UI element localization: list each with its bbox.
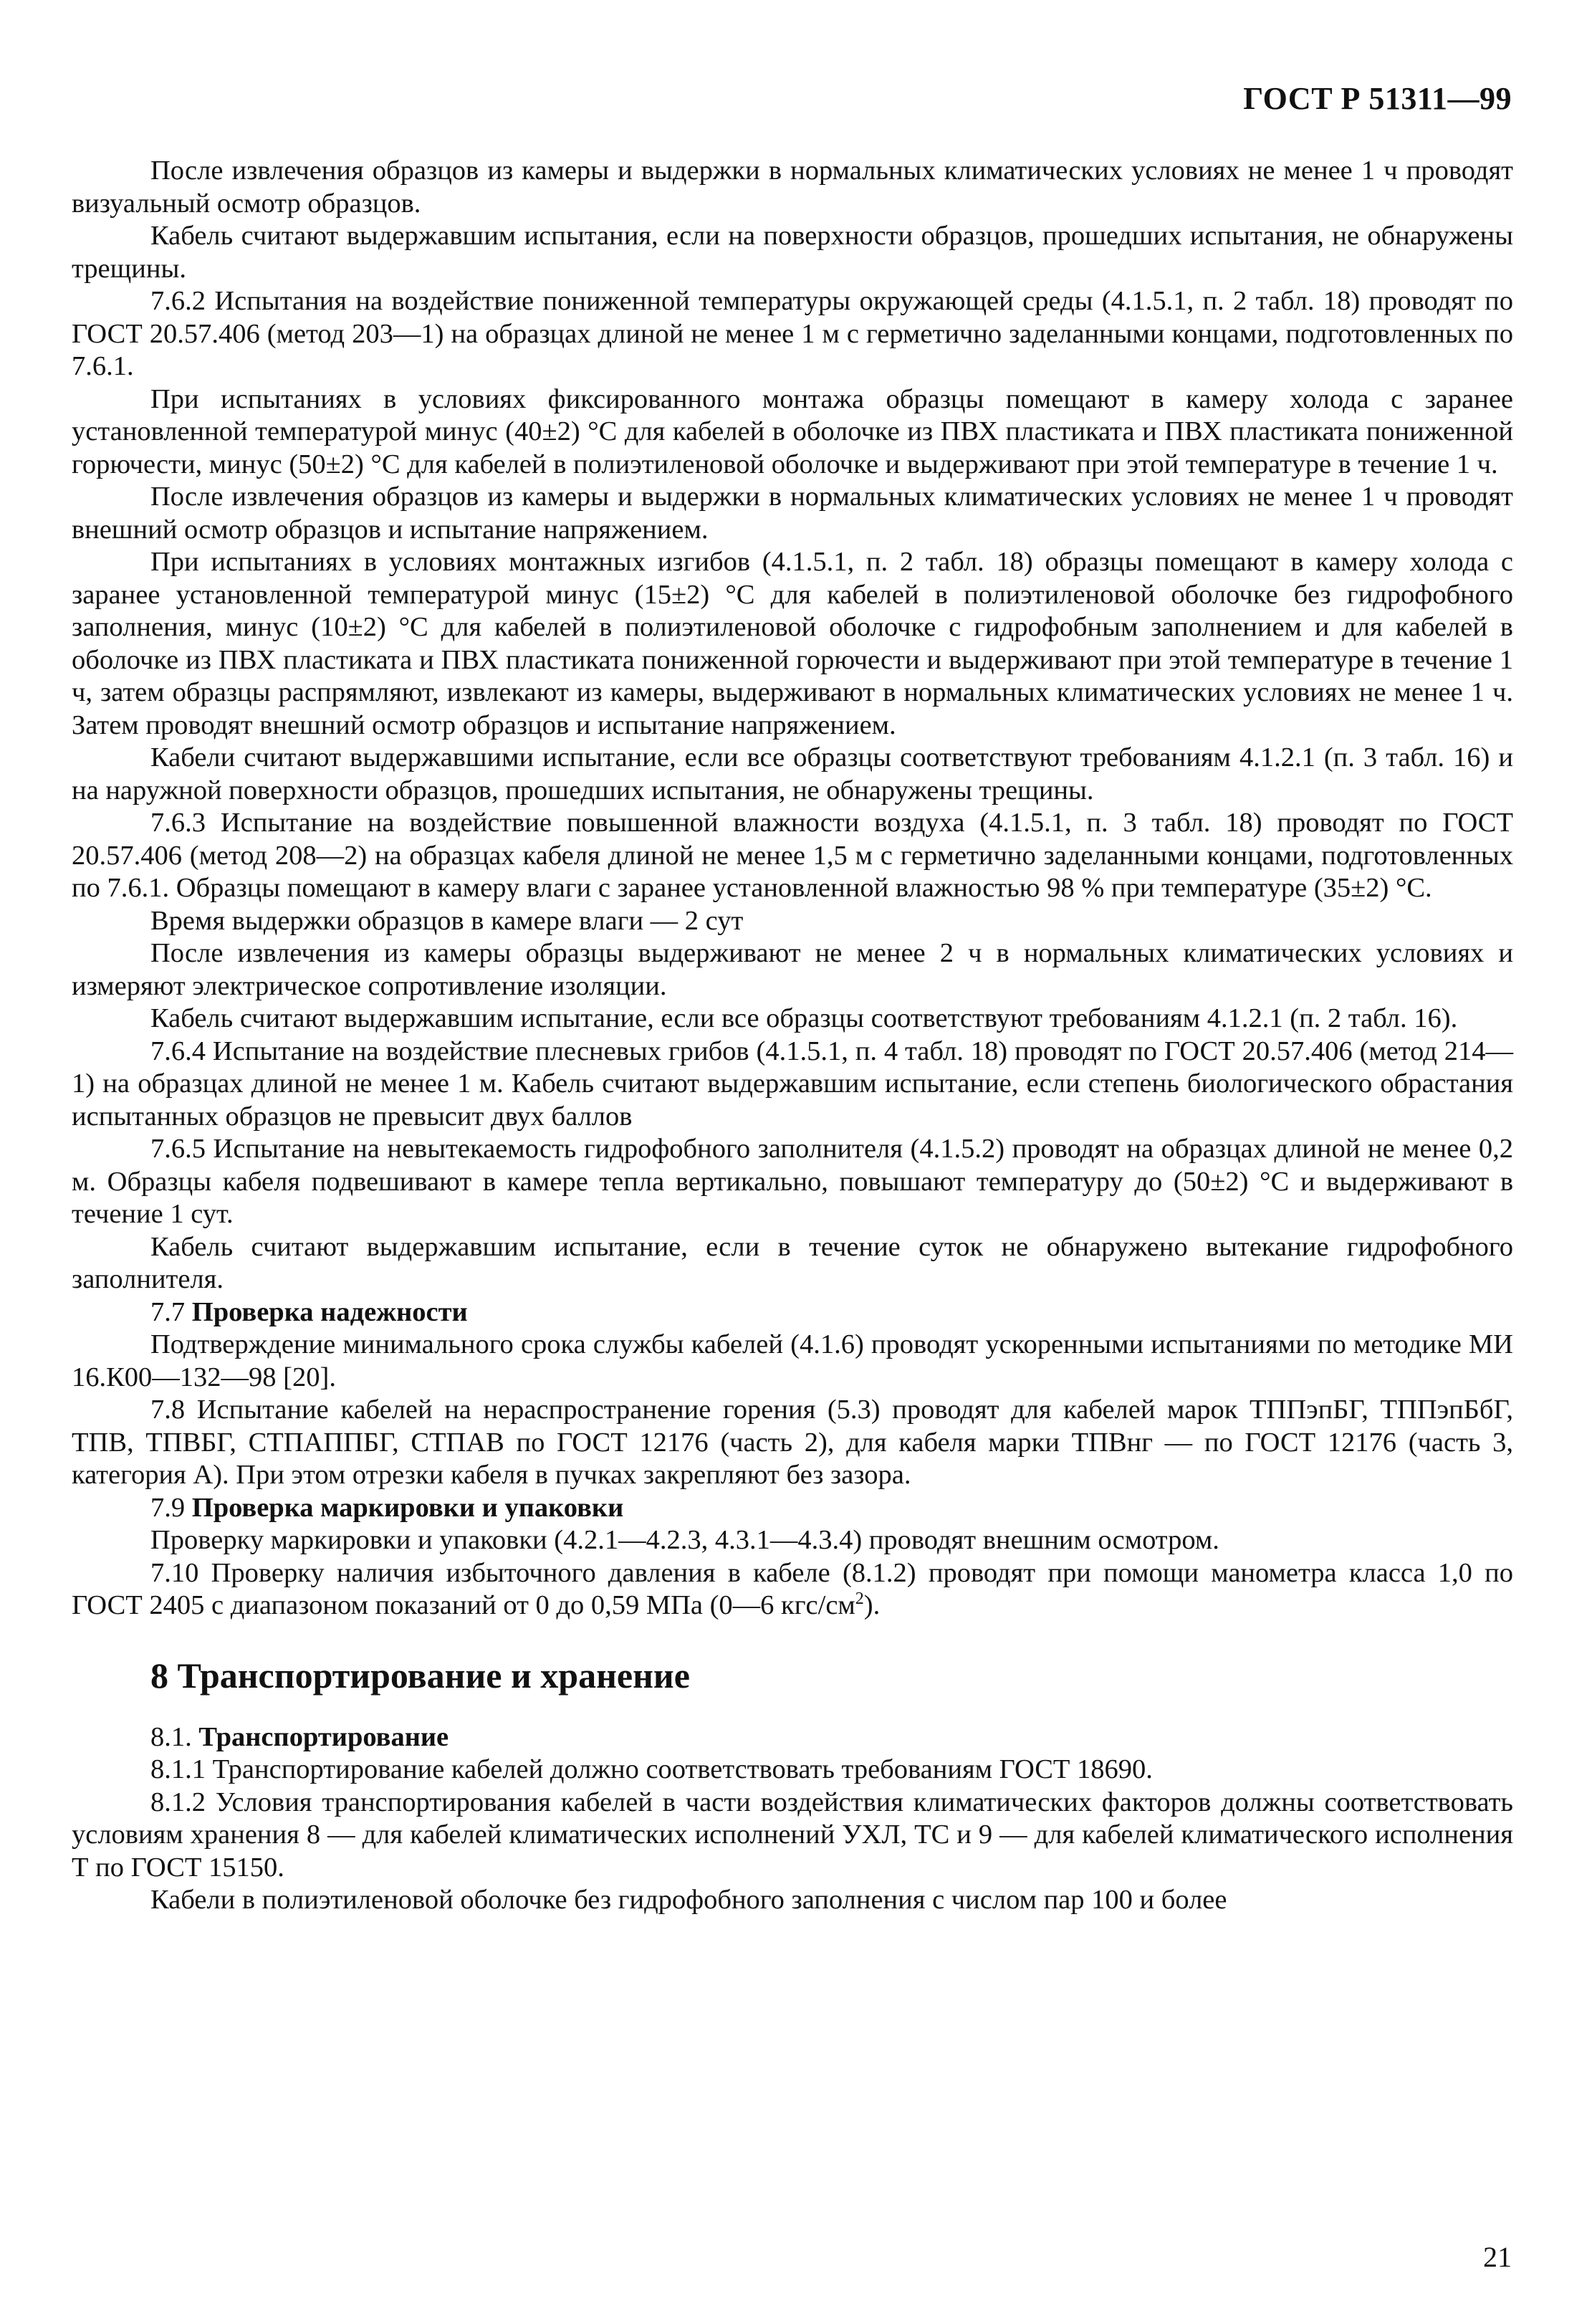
paragraph: При испытаниях в условиях фиксированного монтажа образцы помещают в камеру холода с заранее установленной температурой минус (40±2) °С для кабелей в оболочке из ПВХ пластиката и ПВХ пластиката пониженной горючести, минус (50±2) °С для кабелей в полиэтиленовой оболочке и выдерживают при этой температуре в течение 1 ч. (72, 383, 1513, 479)
paragraph: Подтверждение минимального срока службы кабелей (4.1.6) проводят ускоренными испытаниями по методике МИ 16.К00—132—98 [20]. (72, 1329, 1513, 1392)
paragraph (72, 1557, 1513, 1622)
superscript: 2 (855, 1589, 864, 1609)
paragraph: 7.6.5 Испытание на невытекаемость гидрофобного заполнителя (4.1.5.2) проводят на образцах длиной не менее 0,2 м. Образцы кабеля подвешивают в камере тепла вертикально, повышают температуру до (50±2) °С и выдерживают в течение 1 сут. (72, 1134, 1513, 1229)
paragraph: После извлечения образцов из камеры и выдержки в нормальных климатических условиях не менее 1 ч проводят визуальный осмотр образцов. (72, 156, 1513, 219)
paragraph: Кабель считают выдержавшим испытание, если в течение суток не обнаружено вытекание гидрофобного заполнителя. (72, 1231, 1513, 1294)
page-number: 21 (1483, 2241, 1512, 2273)
subsection-heading (72, 1721, 1513, 1754)
subsection-title: Проверка надежности (191, 1296, 468, 1327)
document-header: ГОСТ Р 51311—99 (1243, 81, 1512, 116)
paragraph-text: 7.10 Проверку наличия избыточного давления в кабеле (8.1.2) проводят при помощи манометра класса 1,0 по ГОСТ 2405 с диапазоном показаний от 0 до 0,59 МПа (0—6 кгс/см (72, 1557, 1513, 1620)
subsection-heading (72, 1492, 1513, 1525)
paragraph: Проверку маркировки и упаковки (4.2.1—4.2.3, 4.3.1—4.3.4) проводят внешним осмотром. (150, 1525, 1219, 1555)
paragraph: Кабели считают выдержавшими испытание, если все образцы соответствуют требованиям 4.1.2.1 (п. 3 табл. 16) и на наружной поверхности образцов, прошедших испытания, не обнаружены трещины. (72, 742, 1513, 805)
subsection-heading (72, 1296, 1513, 1329)
paragraph: 7.8 Испытание кабелей на нераспространение горения (5.3) проводят для кабелей марок ТППэпБГ, ТППэпБбГ, ТПВ, ТПВБГ, СТПАППБГ, СТПАВ по ГОСТ 12176 (часть 2), для кабеля марки ТПВнг — по ГОСТ 12176 (часть 3, категория А). При этом отрезки кабеля в пучках закрепляют без зазора. (72, 1395, 1513, 1490)
paragraph: При испытаниях в условиях монтажных изгибов (4.1.5.1, п. 2 табл. 18) образцы помещают в камеру холода с заранее установленной температурой минус (15±2) °С для кабелей в полиэтиленовой оболочке без гидрофобного заполнения, минус (10±2) °С для кабелей в полиэтиленовой оболочке с гидрофобным заполнением и для кабелей в оболочке из ПВХ пластиката и ПВХ пластиката пониженной горючести и выдерживают при этой температуре в течение 1 ч, затем образцы распрямляют, извлекают из камеры, выдерживают в нормальных климатических условиях не менее 1 ч. Затем проводят внешний осмотр образцов и испытание напряжением. (72, 547, 1513, 740)
paragraph: 7.6.3 Испытание на воздействие повышенной влажности воздуха (4.1.5.1, п. 3 табл. 18) проводят по ГОСТ 20.57.406 (метод 208—2) на образцах кабеля длиной не менее 1,5 м с герметично заделанными концами, подготовленных по 7.6.1. Образцы помещают в камеру влаги с заранее установленной влажностью 98 % при температуре (35±2) °С. (72, 808, 1513, 903)
paragraph: После извлечения из камеры образцы выдерживают не менее 2 ч в нормальных климатических условиях и измеряют электрическое сопротивление изоляции. (72, 938, 1513, 1001)
section-heading: 8 Транспортирование и хранение (150, 1655, 690, 1696)
paragraph: После извлечения образцов из камеры и выдержки в нормальных климатических условиях не менее 1 ч проводят внешний осмотр образцов и испытание напряжением. (72, 482, 1513, 545)
paragraph: Кабель считают выдержавшим испытания, если на поверхности образцов, прошедших испытания, не обнаружены трещины. (72, 221, 1513, 284)
subsection-title: Проверка маркировки и упаковки (191, 1492, 624, 1523)
paragraph: 8.1.2 Условия транспортирования кабелей в части воздействия климатических факторов должны соответствовать условиям хранения 8 — для кабелей климатических исполнений УХЛ, ТС и 9 — для кабелей климатического исполнения Т по ГОСТ 15150. (72, 1787, 1513, 1883)
paragraph: Время выдержки образцов в камере влаги — 2 сут (150, 905, 744, 936)
paragraph: 7.6.4 Испытание на воздействие плесневых грибов (4.1.5.1, п. 4 табл. 18) проводят по ГОСТ 20.57.406 (метод 214—1) на образцах длиной не менее 1 м. Кабель считают выдержавшим испытание, если степень биологического обрастания испытанных образцов не превысит двух баллов (72, 1036, 1513, 1132)
paragraph: Кабель считают выдержавшим испытание, если все образцы соответствуют требованиям 4.1.2.1 (п. 2 табл. 16). (150, 1003, 1458, 1033)
subsection-number: 7.9 (150, 1492, 186, 1523)
paragraph: 7.6.2 Испытания на воздействие пониженной температуры окружающей среды (4.1.5.1, п. 2 табл. 18) проводят по ГОСТ 20.57.406 (метод 203—1) на образцах длиной не менее 1 м с герметично заделанными концами, подготовленных по 7.6.1. (72, 286, 1513, 381)
paragraph: Кабели в полиэтиленовой оболочке без гидрофобного заполнения с числом пар 100 и более (150, 1885, 1227, 1915)
subsection-number: 8.1. (150, 1721, 192, 1752)
subsection-title: Транспортирование (198, 1721, 449, 1752)
paragraph: 8.1.1 Транспортирование кабелей должно соответствовать требованиям ГОСТ 18690. (150, 1754, 1153, 1784)
paragraph-text-end: ). (863, 1590, 881, 1620)
subsection-number: 7.7 (150, 1296, 186, 1327)
document-body (72, 155, 1513, 1917)
